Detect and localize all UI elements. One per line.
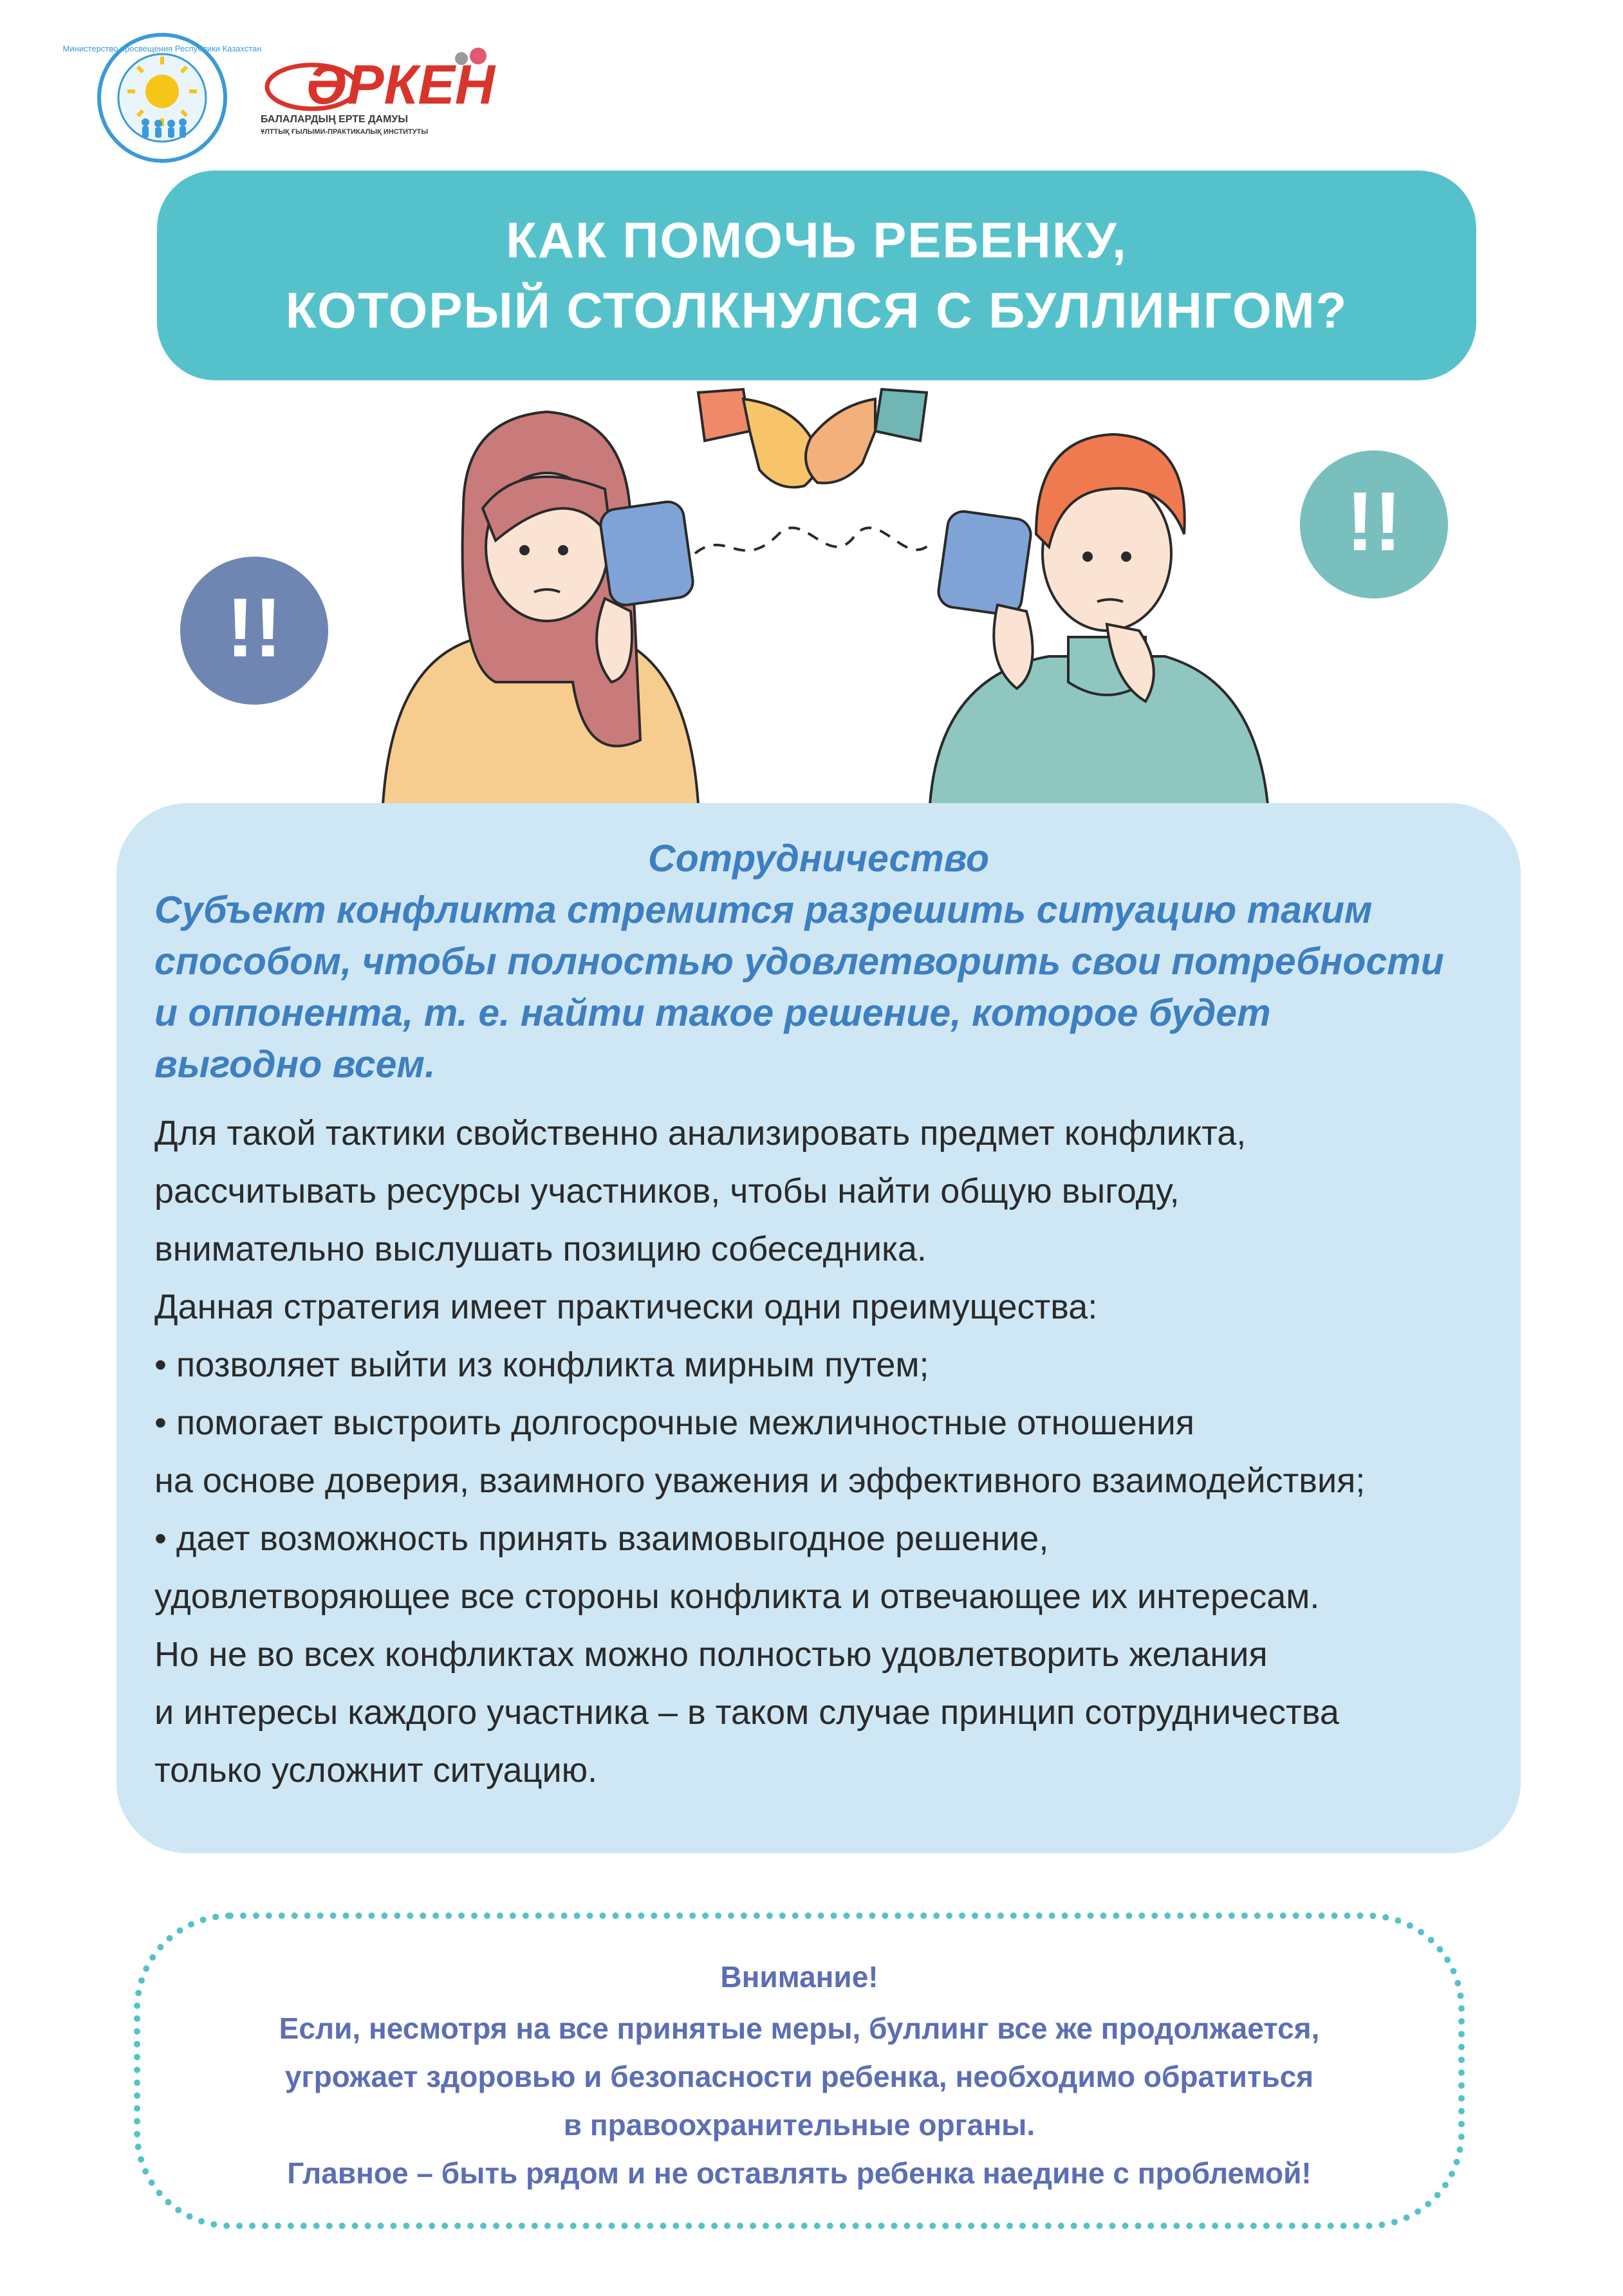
info-lead-line-1: Субъект конфликта стремится разрешить ситуацию таким [154,889,1373,931]
ministry-logo [62,32,262,164]
attention-line-3: в правоохранительные органы. [563,2108,1035,2142]
title-banner [157,171,1476,380]
title-line-1: КАК ПОМОЧЬ РЕБЕНКУ, [506,211,1127,268]
girl-figure [383,412,698,804]
attention-line-2: угрожает здоровью и безопасности ребенка, необходимо обратиться [284,2060,1314,2093]
info-lead-line-4: выгодно всем. [154,1043,436,1086]
erken-subtitle-2: ҰЛТТЫҚ ҒЫЛЫМИ-ПРАКТИКАЛЫҚ ИНСТИТУТЫ [261,128,429,136]
info-body-line: Для такой тактики свойственно анализировать предмет конфликта, [154,1114,1247,1153]
ministry-logo-caption: Министерство просвещения Республики Казахстан [62,44,262,53]
exclamation-badge-left-icon [180,557,328,705]
info-bullet-1: • позволяет выйти из конфликта мирным путем; [154,1346,929,1384]
info-lead-line-2: способом, чтобы полностью удовлетворить свои потребности [154,940,1444,983]
info-body-line: Данная стратегия имеет практически одни преимущества: [154,1288,1098,1326]
handshake-icon [698,389,927,487]
erken-logo [261,42,499,145]
attention-line-1: Если, несмотря на все принятые меры, буллинг все же продолжается, [279,2012,1320,2045]
attention-heading: Внимание! [720,1960,878,1994]
attention-line-4: Главное – быть рядом и не оставлять ребенка наедине с проблемой! [287,2156,1312,2190]
info-body-line: только усложнит ситуацию. [154,1751,598,1790]
info-body-line: на основе доверия, взаимного уважения и эффективного взаимодействия; [154,1461,1366,1500]
erken-name: ӘРКЕН [306,54,495,116]
title-line-2: КОТОРЫЙ СТОЛКНУЛСЯ С БУЛЛИНГОМ? [285,282,1348,338]
exclamation-badge-right-icon [1300,450,1448,598]
info-body-line: рассчитывать ресурсы участников, чтобы найти общую выгоду, [154,1172,1180,1210]
svg-text:!!: !! [1346,474,1402,568]
info-bullet-2: • помогает выстроить долгосрочные межличностные отношения [154,1403,1195,1442]
erken-subtitle-1: БАЛАЛАРДЫҢ ЕРТЕ ДАМУЫ [261,114,409,125]
info-body-line: удовлетворяющее все стороны конфликта и отвечающее их интересам. [154,1577,1320,1616]
info-lead-line-3: и оппонента, т. е. найти такое решение, которое будет [154,992,1271,1034]
boy-figure [930,434,1268,804]
svg-text:!!: !! [226,580,283,674]
info-heading: Сотрудничество [648,837,989,880]
info-bullet-3: • дает возможность принять взаимовыгодное решение, [154,1519,1049,1558]
info-body-line: и интересы каждого участника – в таком случае принцип сотрудничества [154,1693,1339,1732]
info-body-line: внимательно выслушать позицию собеседника. [154,1230,927,1268]
info-body-line: Но не во всех конфликтах можно полностью удовлетворить желания [154,1635,1268,1674]
illustration-tin-can-phone [161,380,1480,804]
